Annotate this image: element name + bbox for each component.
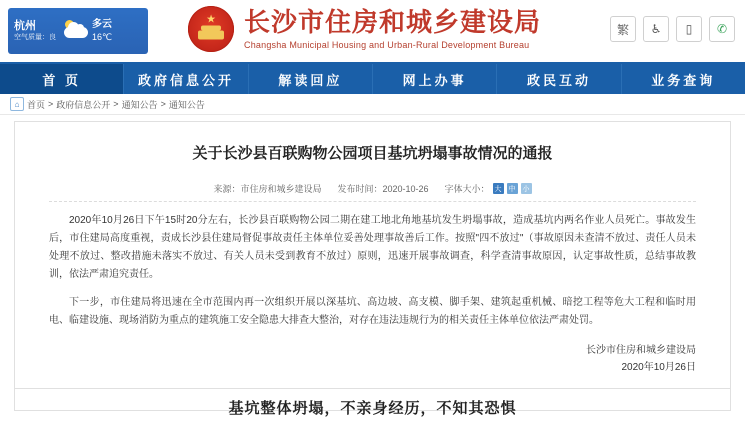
article-paragraph-2: 下一步，市住建局将迅速在全市范围内再一次组织开展以深基坑、高边坡、高支模、脚手架、建筑起重机械、暗挖工程等危大工程和临时用电、临建设施、现场消防为重点的建筑施工安全隐患大排查大整治，对存在违法违规行为的相关责任主体单位依法严肃处罚。 xyxy=(49,297,696,326)
footer-banner-text: 基坑整体坍塌，不亲身经历，不知其恐惧 xyxy=(228,399,517,417)
article-paragraph-1: 2020年10月26日下午15时20分左右，长沙县百联购物公园二期在建工地北角地基坑发生坍塌事故，造成基坑内两名作业人员死亡。事故发生后，市住建局高度重视，责成长沙县住建局督促事故责任主体单位妥善处理事故善后工作。按照"四不放过"（事故原因未查清不放过、责任人员未处理不放过、整改措施未落实不放过、有关人员未受到教育不放过）原则，迅速开展事故调查，科学查清事故原因，认定事故性质，总结事故教训，依法严肃追究责任。 xyxy=(49,215,696,280)
home-icon[interactable]: ⌂ xyxy=(10,97,24,111)
site-branding[interactable] xyxy=(188,6,541,52)
font-size-medium-button[interactable]: 中 xyxy=(507,183,518,194)
breadcrumb-separator-2: > xyxy=(113,99,119,109)
cloudy-sun-icon xyxy=(64,18,90,44)
site-subtitle: Changsha Municipal Housing and Urban-Rural Development Bureau xyxy=(244,40,530,50)
article-signature xyxy=(49,342,696,376)
nav-item-interaction[interactable]: 政民互动 xyxy=(497,64,621,94)
nav-item-interpretation[interactable]: 解读回应 xyxy=(249,64,373,94)
font-size-large-button[interactable]: 大 xyxy=(493,183,504,194)
article-body xyxy=(49,212,696,376)
nav-item-business-query[interactable]: 业务查询 xyxy=(651,72,716,88)
weather-location xyxy=(14,20,64,43)
mobile-icon[interactable]: ▯ xyxy=(676,16,702,42)
wechat-icon[interactable]: ✆ xyxy=(709,16,735,42)
simplified-traditional-icon[interactable]: 繁 xyxy=(610,16,636,42)
weather-city: 杭州 xyxy=(14,19,36,32)
weather-temperature: 16℃ xyxy=(92,32,113,42)
accessibility-icon[interactable]: ♿ xyxy=(643,16,669,42)
breadcrumb xyxy=(0,94,745,115)
weather-condition: 多云 xyxy=(92,19,112,30)
article-container xyxy=(14,121,731,411)
weather-readout xyxy=(92,19,112,43)
breadcrumb-separator-3: > xyxy=(160,99,166,109)
weather-air-quality: 空气质量：良 xyxy=(14,33,56,41)
signature-date: 2020年10月26日 xyxy=(621,362,696,373)
article-source: 来源：市住房和城乡建设局 xyxy=(213,184,322,194)
breadcrumb-separator: > xyxy=(48,99,54,109)
nav-item-gov-info[interactable]: 政府信息公开 xyxy=(124,64,248,94)
page-title: 关于长沙县百联购物公园项目基坑坍塌事故情况的通报 xyxy=(192,145,553,162)
breadcrumb-item-1[interactable]: 政府信息公开 xyxy=(56,99,111,110)
article-publish-time: 发布时间：2020-10-26 xyxy=(337,184,429,194)
font-size-control xyxy=(445,182,532,195)
header-icon-group xyxy=(610,16,735,42)
signature-org: 长沙市住房和城乡建设局 xyxy=(586,345,696,356)
breadcrumb-item-2[interactable]: 通知公告 xyxy=(121,99,158,110)
breadcrumb-item-0[interactable]: 首页 xyxy=(27,99,46,110)
site-header xyxy=(0,0,745,62)
site-title: 长沙市住房和城乡建设局 xyxy=(244,8,542,38)
article-meta xyxy=(49,182,696,202)
breadcrumb-item-3: 通知公告 xyxy=(168,99,205,110)
nav-item-home[interactable]: 首 页 xyxy=(0,64,124,94)
nav-item-online-service[interactable]: 网上办事 xyxy=(373,64,497,94)
font-size-small-button[interactable]: 小 xyxy=(521,183,532,194)
main-nav xyxy=(0,62,745,94)
font-size-label: 字体大小： xyxy=(444,184,490,194)
weather-widget[interactable] xyxy=(8,8,148,54)
national-emblem-icon: ★ xyxy=(188,6,234,52)
footer-banner xyxy=(14,388,731,425)
